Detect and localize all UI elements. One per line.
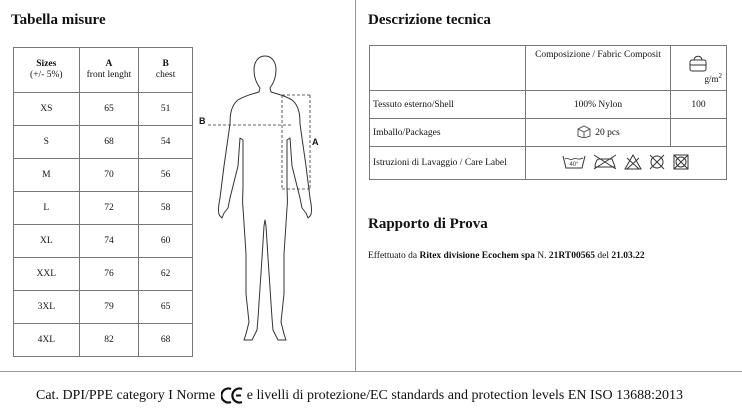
weight-header [671, 46, 727, 91]
no-iron-icon [592, 154, 618, 170]
empty-header-cell [370, 46, 526, 91]
table-row [14, 258, 193, 291]
table-row [370, 46, 727, 91]
front-length-cell: 72 [79, 192, 139, 225]
empty-cell [671, 119, 727, 147]
table-row [14, 291, 193, 324]
test-report-title: Rapporto di Prova [368, 216, 488, 232]
table-row [14, 192, 193, 225]
composition-header: Composizione / Fabric Composit [526, 46, 671, 91]
size-table [13, 47, 193, 357]
front-length-cell: 65 [79, 93, 139, 126]
chest-cell: 51 [139, 93, 193, 126]
chest-cell: 54 [139, 126, 193, 159]
sizes-tolerance: (+/- 5%) [30, 70, 63, 80]
shell-weight: 100 [671, 91, 727, 119]
size-cell: XL [14, 225, 80, 258]
report-number-label: N. [534, 251, 549, 261]
sizes-header [14, 48, 80, 93]
no-tumble-dry-icon [672, 154, 690, 170]
table-row [14, 93, 193, 126]
technical-table [369, 45, 727, 180]
front-length-cell: 79 [79, 291, 139, 324]
technical-description-title: Descrizione tecnica [368, 12, 491, 28]
figure-label-a: A [312, 137, 319, 147]
packages-value: 20 pcs [595, 128, 620, 138]
table-row [370, 147, 727, 180]
packages-label: Imballo/Packages [370, 119, 526, 147]
size-cell: S [14, 126, 80, 159]
table-row [370, 91, 727, 119]
size-cell: 3XL [14, 291, 80, 324]
figure-label-b: B [199, 116, 206, 126]
test-report-line [368, 251, 645, 261]
chest-cell: 62 [139, 258, 193, 291]
front-length-label: front lenght [86, 70, 132, 80]
box-icon [576, 124, 592, 138]
front-length-header [79, 48, 139, 93]
care-label: Istruzioni di Lavaggio / Care Label [370, 147, 526, 180]
chest-label: chest [155, 70, 176, 80]
care-symbols-cell [526, 147, 727, 180]
table-row [370, 119, 727, 147]
packages-value-cell [526, 119, 671, 147]
chest-cell: 56 [139, 159, 193, 192]
report-prefix: Effettuato da [368, 251, 420, 261]
no-dry-clean-icon [648, 154, 666, 170]
size-cell: M [14, 159, 80, 192]
front-length-cell: 68 [79, 126, 139, 159]
svg-text:40°: 40° [569, 161, 579, 168]
chest-cell: 58 [139, 192, 193, 225]
gsm-unit: $g/m^2$ [704, 72, 722, 84]
sizes-header-label: Sizes [36, 59, 57, 69]
shell-label: Tessuto esterno/Shell [370, 91, 526, 119]
report-date: 21.03.22 [611, 251, 645, 261]
vertical-divider [355, 0, 356, 371]
report-organization: Ritex divisione Ecochem spa [419, 251, 535, 261]
front-length-cell: 76 [79, 258, 139, 291]
footer-text-start: Cat. DPI/PPE category I Norme [36, 387, 219, 403]
size-cell: L [14, 192, 80, 225]
chest-cell: 68 [139, 324, 193, 357]
chest-cell: 60 [139, 225, 193, 258]
fabric-weight-icon [685, 52, 711, 74]
front-length-cell: 82 [79, 324, 139, 357]
ce-mark-icon [221, 387, 245, 404]
size-table-title: Tabella misure [11, 12, 106, 28]
wash-40-icon [562, 154, 586, 170]
body-measurement-figure [196, 48, 346, 366]
horizontal-divider [0, 371, 742, 372]
table-row [14, 159, 193, 192]
table-row [14, 324, 193, 357]
shell-composition: 100% Nylon [526, 91, 671, 119]
chest-header [139, 48, 193, 93]
no-bleach-icon [624, 154, 642, 170]
front-length-cell: 74 [79, 225, 139, 258]
chest-cell: 65 [139, 291, 193, 324]
table-row [14, 126, 193, 159]
report-number: 21RT00565 [548, 251, 595, 261]
report-date-label: del [594, 251, 612, 261]
table-row [14, 225, 193, 258]
size-cell: XXL [14, 258, 80, 291]
size-table-header [14, 48, 193, 93]
chest-letter: B [162, 59, 169, 69]
front-length-cell: 70 [79, 159, 139, 192]
size-cell: XS [14, 93, 80, 126]
footer-text-end: e livelli di protezione/EC standards and protection levels EN ISO 13688:2013 [246, 387, 683, 403]
footer-norms [36, 387, 683, 404]
front-length-letter: A [105, 59, 113, 69]
size-cell: 4XL [14, 324, 80, 357]
